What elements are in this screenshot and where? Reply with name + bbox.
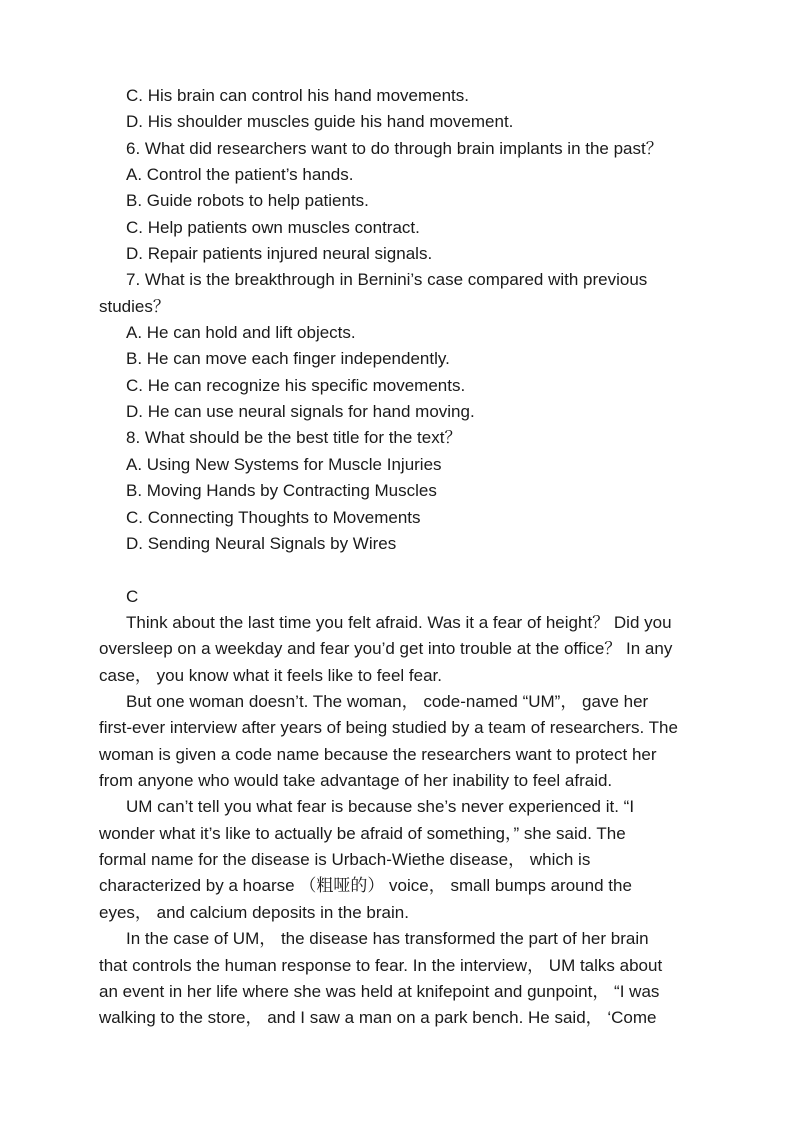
paragraph-line: wonder what it’s like to actually be afraid of something，” she said. The — [99, 824, 626, 843]
option-b-q8: B. Moving Hands by Contracting Muscles — [126, 481, 437, 500]
question-8: 8. What should be the best title for the text？ — [126, 428, 462, 447]
option-a-q6: A. Control the patient’s hands. — [126, 165, 354, 184]
paragraph-line: UM can’t tell you what fear is because she’s never experienced it. “I — [126, 797, 635, 816]
paragraph-line: characterized by a hoarse （粗哑的） voice， small bumps around the — [99, 876, 632, 895]
option-d-q6: D. Repair patients injured neural signals. — [126, 244, 433, 263]
question-7-continued: studies？ — [99, 297, 170, 316]
paragraph-line: But one woman doesn’t. The woman， code-named “UM”， gave her — [126, 692, 649, 711]
option-c-q8: C. Connecting Thoughts to Movements — [126, 508, 421, 527]
paragraph-line: In the case of UM， the disease has transformed the part of her brain — [126, 929, 649, 948]
paragraph-line: that controls the human response to fear. In the interview， UM talks about — [99, 956, 663, 975]
option-a-q8: A. Using New Systems for Muscle Injuries — [126, 455, 442, 474]
section-heading-c: C — [126, 587, 139, 606]
paragraph-line: walking to the store， and I saw a man on a park bench. He said， ‘Come — [99, 1008, 657, 1027]
option-b-q7: B. He can move each finger independently. — [126, 349, 450, 368]
paragraph-line: woman is given a code name because the researchers want to protect her — [99, 745, 657, 764]
paragraph-line: an event in her life where she was held at knifepoint and gunpoint， “I was — [99, 982, 660, 1001]
option-d-q7: D. He can use neural signals for hand moving. — [126, 402, 475, 421]
paragraph-line: eyes， and calcium deposits in the brain. — [99, 903, 409, 922]
option-c-q5: C. His brain can control his hand movements. — [126, 86, 469, 105]
option-b-q6: B. Guide robots to help patients. — [126, 191, 369, 210]
paragraph-line: from anyone who would take advantage of her inability to feel afraid. — [99, 771, 613, 790]
option-a-q7: A. He can hold and lift objects. — [126, 323, 356, 342]
option-d-q5: D. His shoulder muscles guide his hand movement. — [126, 112, 514, 131]
paragraph-line: Think about the last time you felt afraid. Was it a fear of height？ Did you — [126, 613, 672, 632]
question-7: 7. What is the breakthrough in Bernini’s case compared with previous — [126, 270, 648, 289]
paragraph-line: case， you know what it feels like to feel fear. — [99, 666, 443, 685]
paragraph-line: first-ever interview after years of being studied by a team of researchers. The — [99, 718, 678, 737]
paragraph-line: formal name for the disease is Urbach-Wiethe disease， which is — [99, 850, 591, 869]
question-6: 6. What did researchers want to do through brain implants in the past？ — [126, 139, 663, 158]
option-c-q7: C. He can recognize his specific movements. — [126, 376, 466, 395]
option-c-q6: C. Help patients own muscles contract. — [126, 218, 420, 237]
option-d-q8: D. Sending Neural Signals by Wires — [126, 534, 397, 553]
paragraph-line: oversleep on a weekday and fear you’d get into trouble at the office？ In any — [99, 639, 673, 658]
